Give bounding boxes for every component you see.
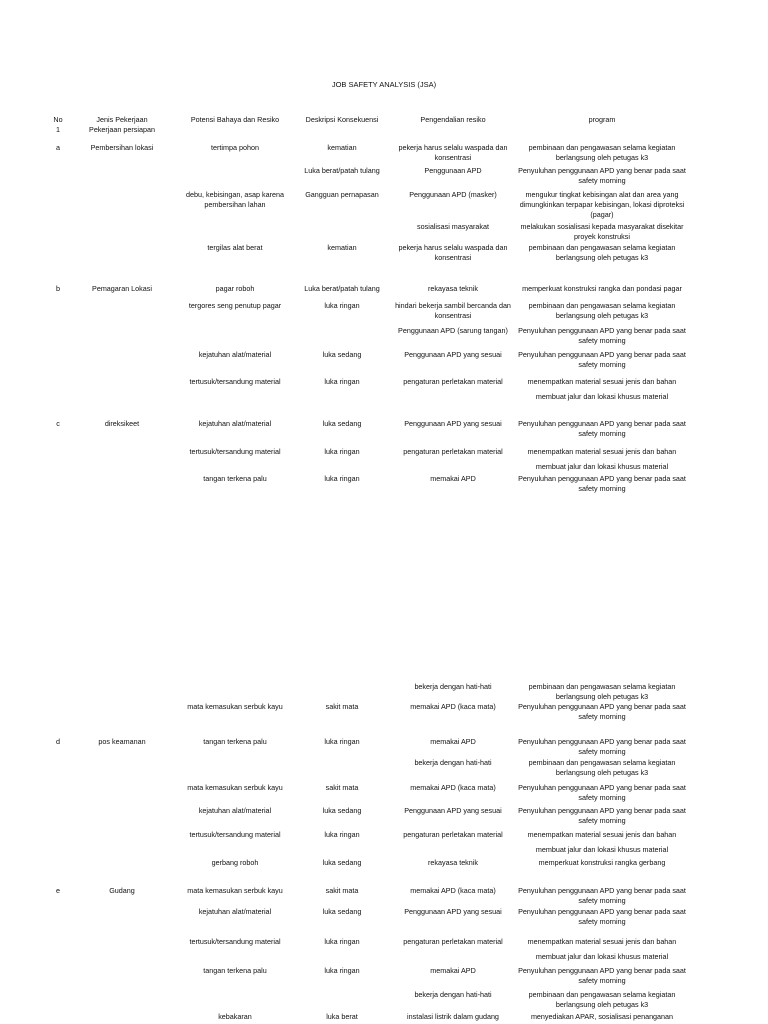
cell-program: Penyuluhan penggunaan APD yang benar pada saat safety morning — [518, 166, 686, 185]
cell-pengendalian: pengaturan perletakan material — [403, 447, 503, 456]
cell-deskripsi: luka sedang — [322, 806, 362, 815]
cell-potensi: tergores seng penutup pagar — [188, 301, 282, 310]
cell-program: Penyuluhan penggunaan APD yang benar pada saat safety morning — [518, 886, 686, 905]
cell-potensi: tertimpa pohon — [211, 143, 259, 152]
cell-pengendalian: rekayasa teknik — [428, 858, 478, 867]
cell-deskripsi: luka ringan — [324, 830, 360, 839]
cell-pengendalian: Penggunaan APD — [424, 166, 482, 175]
cell-jenis: Pembersihan lokasi — [90, 143, 154, 152]
cell-deskripsi: luka sedang — [322, 350, 362, 359]
cell-deskripsi: luka berat — [326, 1012, 358, 1021]
cell-pengendalian: memakai APD (kaca mata) — [410, 886, 496, 895]
header-potensi: Potensi Bahaya dan Resiko — [190, 115, 280, 124]
cell-program: Penyuluhan penggunaan APD yang benar pada saat safety morning — [518, 474, 686, 493]
cell-potensi: mata kemasukan serbuk kayu — [187, 783, 283, 792]
cell-pengendalian: pekerja harus selalu waspada dan konsentrasi — [398, 243, 508, 262]
cell-deskripsi: luka sedang — [322, 858, 362, 867]
section-number: 1 — [56, 125, 60, 134]
cell-program: pembinaan dan pengawasan selama kegiatan berlangsung oleh petugas k3 — [528, 243, 676, 262]
cell-pengendalian: Penggunaan APD yang sesuai — [404, 907, 502, 916]
cell-potensi: kejatuhan alat/material — [198, 907, 272, 916]
cell-potensi: tertusuk/tersandung material — [189, 447, 281, 456]
cell-program: menempatkan material sesuai jenis dan bahan — [527, 377, 677, 386]
cell-pengendalian: memakai APD (kaca mata) — [410, 783, 496, 792]
cell-pengendalian: Penggunaan APD yang sesuai — [404, 350, 502, 359]
cell-program: mengukur tingkat kebisingan alat dan area yang dimungkinkan terpapar kebisingan, lokasi diproteksi (pagar) — [519, 190, 685, 219]
cell-program: memperkuat konstruksi rangka dan pondasi pagar — [522, 284, 682, 293]
cell-potensi: tangan terkena palu — [203, 966, 267, 975]
cell-pengendalian: Penggunaan APD yang sesuai — [404, 806, 502, 815]
cell-pengendalian: Penggunaan APD yang sesuai — [404, 419, 502, 428]
cell-program: pembinaan dan pengawasan selama kegiatan berlangsung oleh petugas k3 — [528, 758, 676, 777]
cell-no: e — [56, 886, 60, 895]
cell-program: membuat jalur dan lokasi khusus material — [535, 462, 669, 471]
header-program: program — [588, 115, 616, 124]
cell-no: d — [56, 737, 60, 746]
cell-program: menempatkan material sesuai jenis dan bahan — [527, 830, 677, 839]
cell-potensi: kebakaran — [218, 1012, 252, 1021]
cell-program: membuat jalur dan lokasi khusus material — [535, 845, 669, 854]
cell-deskripsi: kematian — [327, 143, 357, 152]
header-jenis: Jenis Pekerjaan — [96, 115, 148, 124]
cell-pengendalian: bekerja dengan hati-hati — [414, 990, 492, 999]
cell-pengendalian: bekerja dengan hati-hati — [414, 758, 492, 767]
cell-no: a — [56, 143, 60, 152]
cell-potensi: tangan terkena palu — [203, 474, 267, 483]
cell-pengendalian: memakai APD — [430, 474, 476, 483]
header-deskripsi: Deskripsi Konsekuensi — [305, 115, 379, 124]
cell-potensi: tertusuk/tersandung material — [189, 377, 281, 386]
cell-program: pembinaan dan pengawasan selama kegiatan berlangsung oleh petugas k3 — [528, 682, 676, 701]
cell-program: Penyuluhan penggunaan APD yang benar pada saat safety morning — [518, 907, 686, 926]
cell-program: Penyuluhan penggunaan APD yang benar pada saat safety morning — [518, 966, 686, 985]
cell-pengendalian: hindari bekerja sambil bercanda dan konsentrasi — [395, 301, 511, 320]
cell-program: Penyuluhan penggunaan APD yang benar pada saat safety morning — [518, 702, 686, 721]
cell-potensi: tergilas alat berat — [207, 243, 263, 252]
cell-deskripsi: luka ringan — [324, 301, 360, 310]
cell-deskripsi: luka ringan — [324, 377, 360, 386]
cell-program: pembinaan dan pengawasan selama kegiatan berlangsung oleh petugas k3 — [528, 143, 676, 162]
cell-pengendalian: pengaturan perletakan material — [403, 937, 503, 946]
cell-program: pembinaan dan pengawasan selama kegiatan berlangsung oleh petugas k3 — [528, 301, 676, 320]
cell-potensi: tangan terkena palu — [203, 737, 267, 746]
cell-program: memperkuat konstruksi rangka gerbang — [538, 858, 666, 867]
cell-jenis: Pemagaran Lokasi — [92, 284, 152, 293]
cell-potensi: tertusuk/tersandung material — [189, 830, 281, 839]
cell-deskripsi: Luka berat/patah tulang — [304, 166, 380, 175]
cell-potensi: tertusuk/tersandung material — [189, 937, 281, 946]
cell-potensi: kejatuhan alat/material — [198, 350, 272, 359]
cell-program: melakukan sosialisasi kepada masyarakat disekitar proyek konstruksi — [520, 222, 684, 241]
cell-program: membuat jalur dan lokasi khusus material — [535, 952, 669, 961]
cell-pengendalian: Penggunaan APD (masker) — [409, 190, 497, 199]
cell-potensi: pagar roboh — [215, 284, 255, 293]
cell-jenis: Gudang — [109, 886, 135, 895]
cell-deskripsi: sakit mata — [325, 783, 359, 792]
cell-potensi: mata kemasukan serbuk kayu — [187, 702, 283, 711]
cell-potensi: gerbang roboh — [211, 858, 259, 867]
cell-pengendalian: sosialisasi masyarakat — [417, 222, 489, 231]
cell-deskripsi: luka sedang — [322, 907, 362, 916]
cell-pengendalian: Penggunaan APD (sarung tangan) — [398, 326, 508, 335]
cell-jenis: pos keamanan — [98, 737, 146, 746]
cell-deskripsi: luka ringan — [324, 474, 360, 483]
cell-program: menyediakan APAR, sosialisasi penanganan — [530, 1012, 674, 1021]
cell-program: Penyuluhan penggunaan APD yang benar pada saat safety morning — [518, 419, 686, 438]
cell-no: c — [56, 419, 60, 428]
cell-deskripsi: Luka berat/patah tulang — [304, 284, 380, 293]
cell-pengendalian: bekerja dengan hati-hati — [414, 682, 492, 691]
cell-program: Penyuluhan penggunaan APD yang benar pada saat safety morning — [518, 737, 686, 756]
header-pengendalian: Pengendalian resiko — [420, 115, 486, 124]
cell-program: menempatkan material sesuai jenis dan bahan — [527, 447, 677, 456]
cell-program: Penyuluhan penggunaan APD yang benar pada saat safety morning — [518, 783, 686, 802]
cell-potensi: mata kemasukan serbuk kayu — [187, 886, 283, 895]
cell-program: Penyuluhan penggunaan APD yang benar pada saat safety morning — [518, 806, 686, 825]
cell-pengendalian: memakai APD — [430, 737, 476, 746]
cell-potensi: debu, kebisingan, asap karena pembersihan lahan — [186, 190, 284, 209]
cell-deskripsi: sakit mata — [325, 702, 359, 711]
cell-pengendalian: pengaturan perletakan material — [403, 830, 503, 839]
cell-program: pembinaan dan pengawasan selama kegiatan berlangsung oleh petugas k3 — [528, 990, 676, 1009]
cell-pengendalian: instalasi listrik dalam gudang — [407, 1012, 499, 1021]
cell-potensi: kejatuhan alat/material — [198, 419, 272, 428]
cell-pengendalian: memakai APD — [430, 966, 476, 975]
header-no: No — [53, 115, 63, 124]
cell-program: Penyuluhan penggunaan APD yang benar pada saat safety morning — [518, 350, 686, 369]
cell-deskripsi: luka ringan — [324, 966, 360, 975]
cell-deskripsi: luka ringan — [324, 447, 360, 456]
cell-pengendalian: pengaturan perletakan material — [403, 377, 503, 386]
cell-program: menempatkan material sesuai jenis dan bahan — [527, 937, 677, 946]
cell-deskripsi: Gangguan pernapasan — [305, 190, 379, 199]
cell-jenis: direksikeet — [104, 419, 140, 428]
cell-deskripsi: sakit mata — [325, 886, 359, 895]
cell-pengendalian: pekerja harus selalu waspada dan konsentrasi — [398, 143, 508, 162]
cell-program: Penyuluhan penggunaan APD yang benar pada saat safety morning — [518, 326, 686, 345]
cell-deskripsi: luka sedang — [322, 419, 362, 428]
section-label: Pekerjaan persiapan — [89, 125, 155, 134]
cell-pengendalian: memakai APD (kaca mata) — [410, 702, 496, 711]
cell-deskripsi: kematian — [327, 243, 357, 252]
cell-deskripsi: luka ringan — [324, 737, 360, 746]
cell-program: membuat jalur dan lokasi khusus material — [535, 392, 669, 401]
cell-deskripsi: luka ringan — [324, 937, 360, 946]
cell-no: b — [56, 284, 60, 293]
cell-pengendalian: rekayasa teknik — [428, 284, 478, 293]
cell-potensi: kejatuhan alat/material — [198, 806, 272, 815]
document-title: JOB SAFETY ANALYSIS (JSA) — [331, 80, 437, 89]
